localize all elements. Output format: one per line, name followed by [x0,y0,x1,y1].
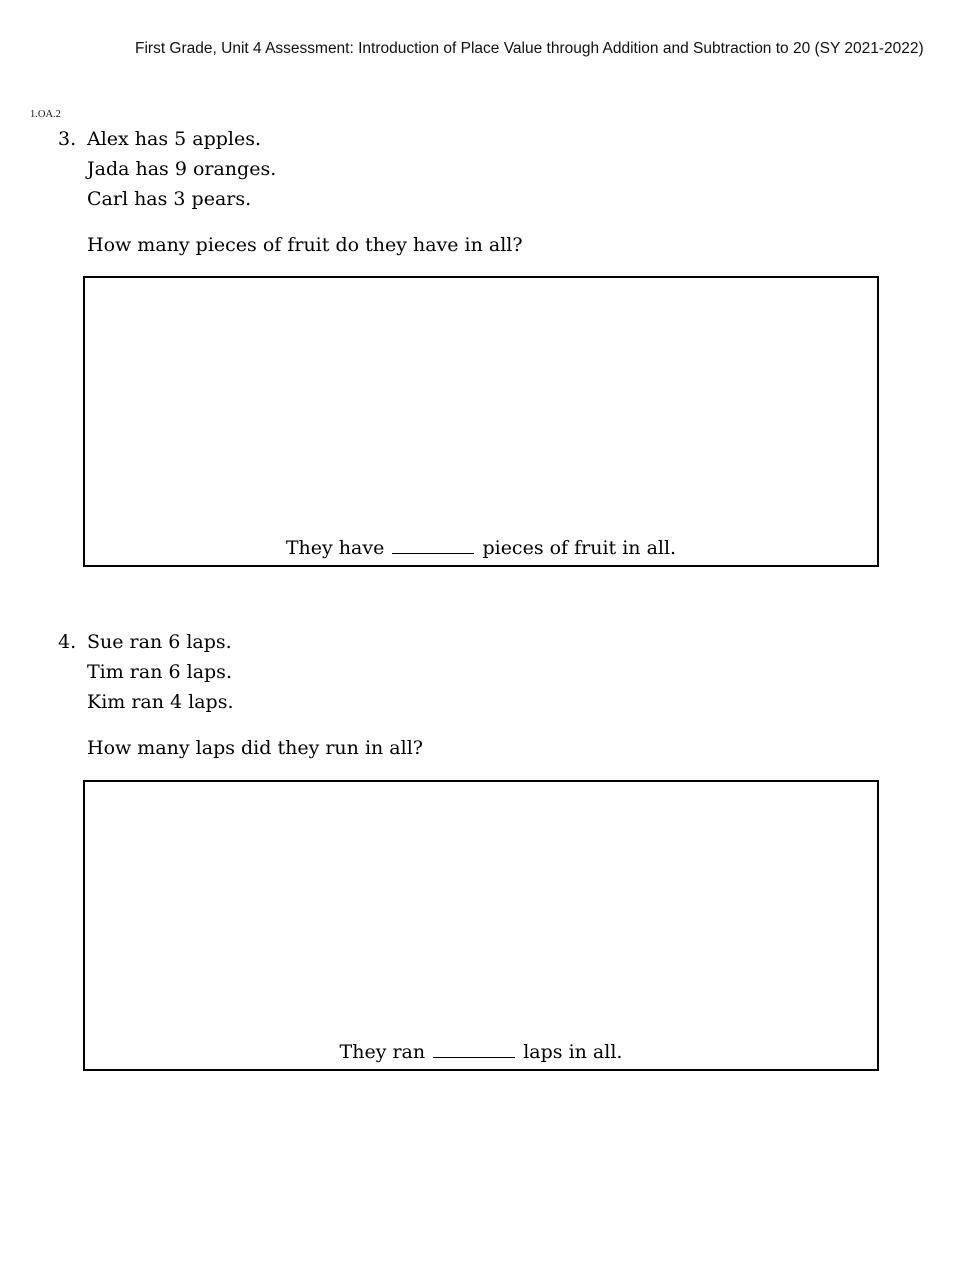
answer-prefix: They ran [339,1041,426,1063]
problem-line: Sue ran 6 laps. [87,631,232,653]
problem-line: Jada has 9 oranges. [87,158,277,180]
problem-number: 3. [58,128,77,150]
answer-sentence [85,535,877,559]
answer-prefix: They have [285,537,385,559]
standard-code: 1.OA.2 [30,109,61,120]
problem-line: Kim ran 4 laps. [87,691,234,713]
problem-line: Alex has 5 apples. [87,128,262,150]
problem-question: How many laps did they run in all? [87,737,423,759]
answer-sentence [85,1039,877,1063]
problem-number: 4. [58,631,77,653]
problem-text [87,124,523,260]
page-header: First Grade, Unit 4 Assessment: Introduction of Place Value through Addition and Subtraction to 20 (SY 2021-2022) [135,40,924,57]
problem-question: How many pieces of fruit do they have in all? [87,234,523,256]
answer-suffix: pieces of fruit in all. [482,537,677,559]
answer-box-3[interactable] [83,276,879,567]
problem-line: Tim ran 6 laps. [87,661,232,683]
answer-box-4[interactable] [83,780,879,1071]
problem-text [87,627,423,763]
answer-blank[interactable] [433,1039,515,1058]
answer-suffix: laps in all. [523,1041,623,1063]
problem-line: Carl has 3 pears. [87,188,252,210]
answer-blank[interactable] [392,535,474,554]
